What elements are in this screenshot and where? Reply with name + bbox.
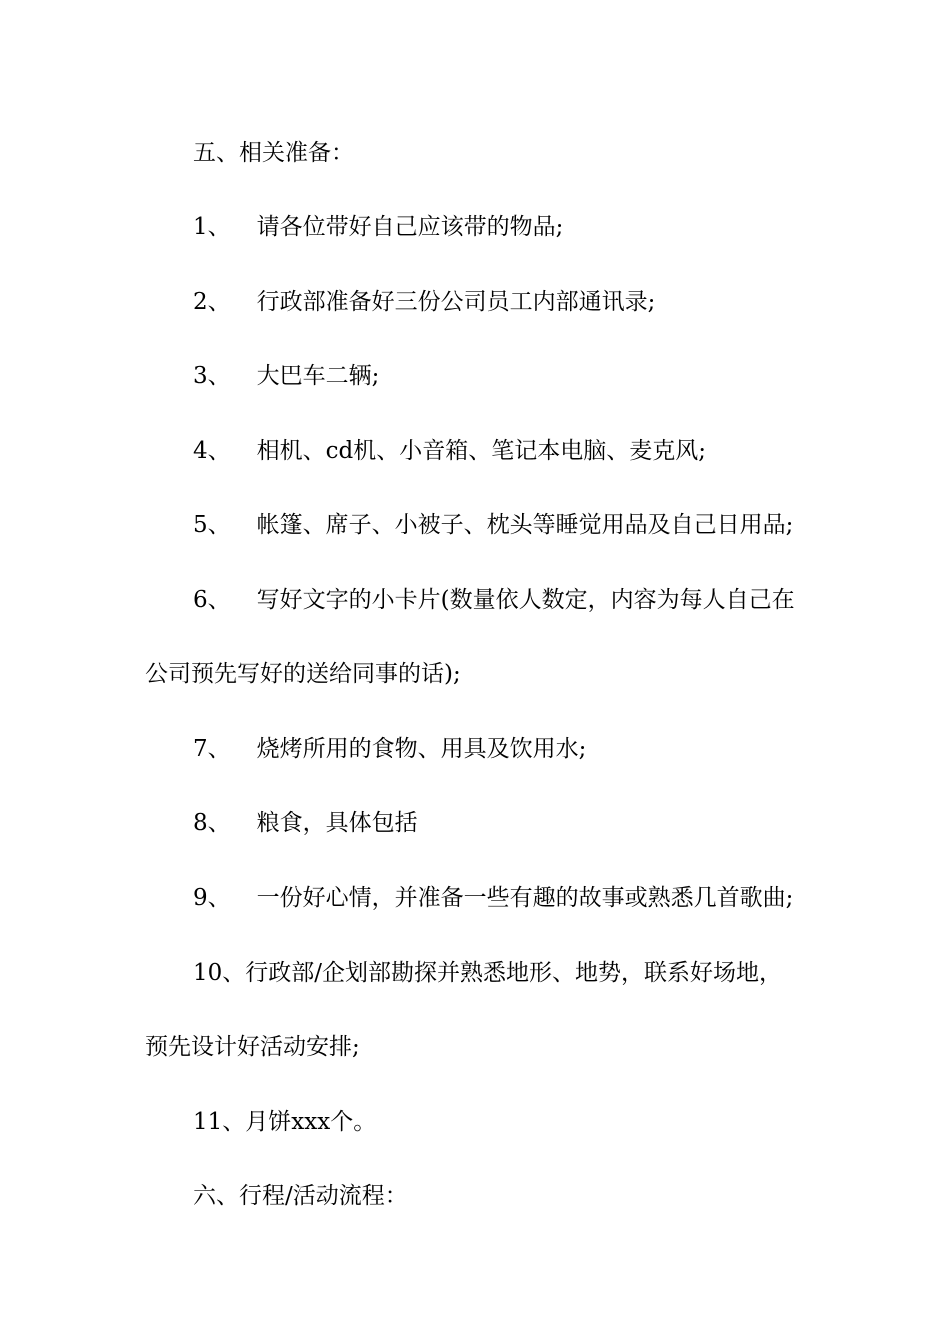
list-item-10 [193,958,782,988]
list-item-5 [193,510,793,540]
list-item-8 [193,808,418,838]
item-text: 相机、cd机、小音箱、笔记本电脑、麦克风; [256,438,706,464]
list-item-6 [193,585,795,615]
item-text: 一份好心情，并准备一些有趣的故事或熟悉几首歌曲; [256,885,794,911]
item-number: 3、 [193,363,231,389]
item-text: 请各位带好自己应该带的物品; [256,214,564,240]
item-number: 10、 [193,960,246,986]
item-number: 9、 [193,885,231,911]
item-text: 行政部/企划部勘探并熟悉地形、地势，联系好场地， [245,960,783,986]
item-number: 4、 [193,438,231,464]
section-heading-6: 六、行程/活动流程： [193,1183,408,1209]
list-item-2 [193,287,655,317]
item-number: 11、 [193,1109,246,1135]
item-number: 2、 [193,289,231,315]
list-item-11 [193,1107,376,1137]
item-number: 7、 [193,736,231,762]
list-item-9 [193,883,793,913]
item-text: 大巴车二辆; [256,363,380,389]
item-text: 帐篷、席子、小被子、枕头等睡觉用品及自己日用品; [256,512,794,538]
item-text: 行政部准备好三份公司员工内部通讯录; [256,289,656,315]
list-item-1 [193,212,563,242]
item-text: 粮食，具体包括 [256,810,418,836]
item-text: 写好文字的小卡片(数量依人数定，内容为每人自己在 [256,587,795,613]
section-heading-5: 五、相关准备： [193,140,354,166]
item-number: 1、 [193,214,231,240]
list-item-3 [193,361,379,391]
item-number: 5、 [193,512,231,538]
item-number: 6、 [193,587,231,613]
item-text: 月饼xxx个。 [245,1109,377,1135]
list-item-4 [193,436,706,466]
item-number: 8、 [193,810,231,836]
list-item-10-continuation: 预先设计好活动安排; [145,1034,360,1060]
list-item-6-continuation: 公司预先写好的送给同事的话); [145,661,461,687]
item-text: 烧烤所用的食物、用具及饮用水; [256,736,587,762]
list-item-7 [193,734,586,764]
